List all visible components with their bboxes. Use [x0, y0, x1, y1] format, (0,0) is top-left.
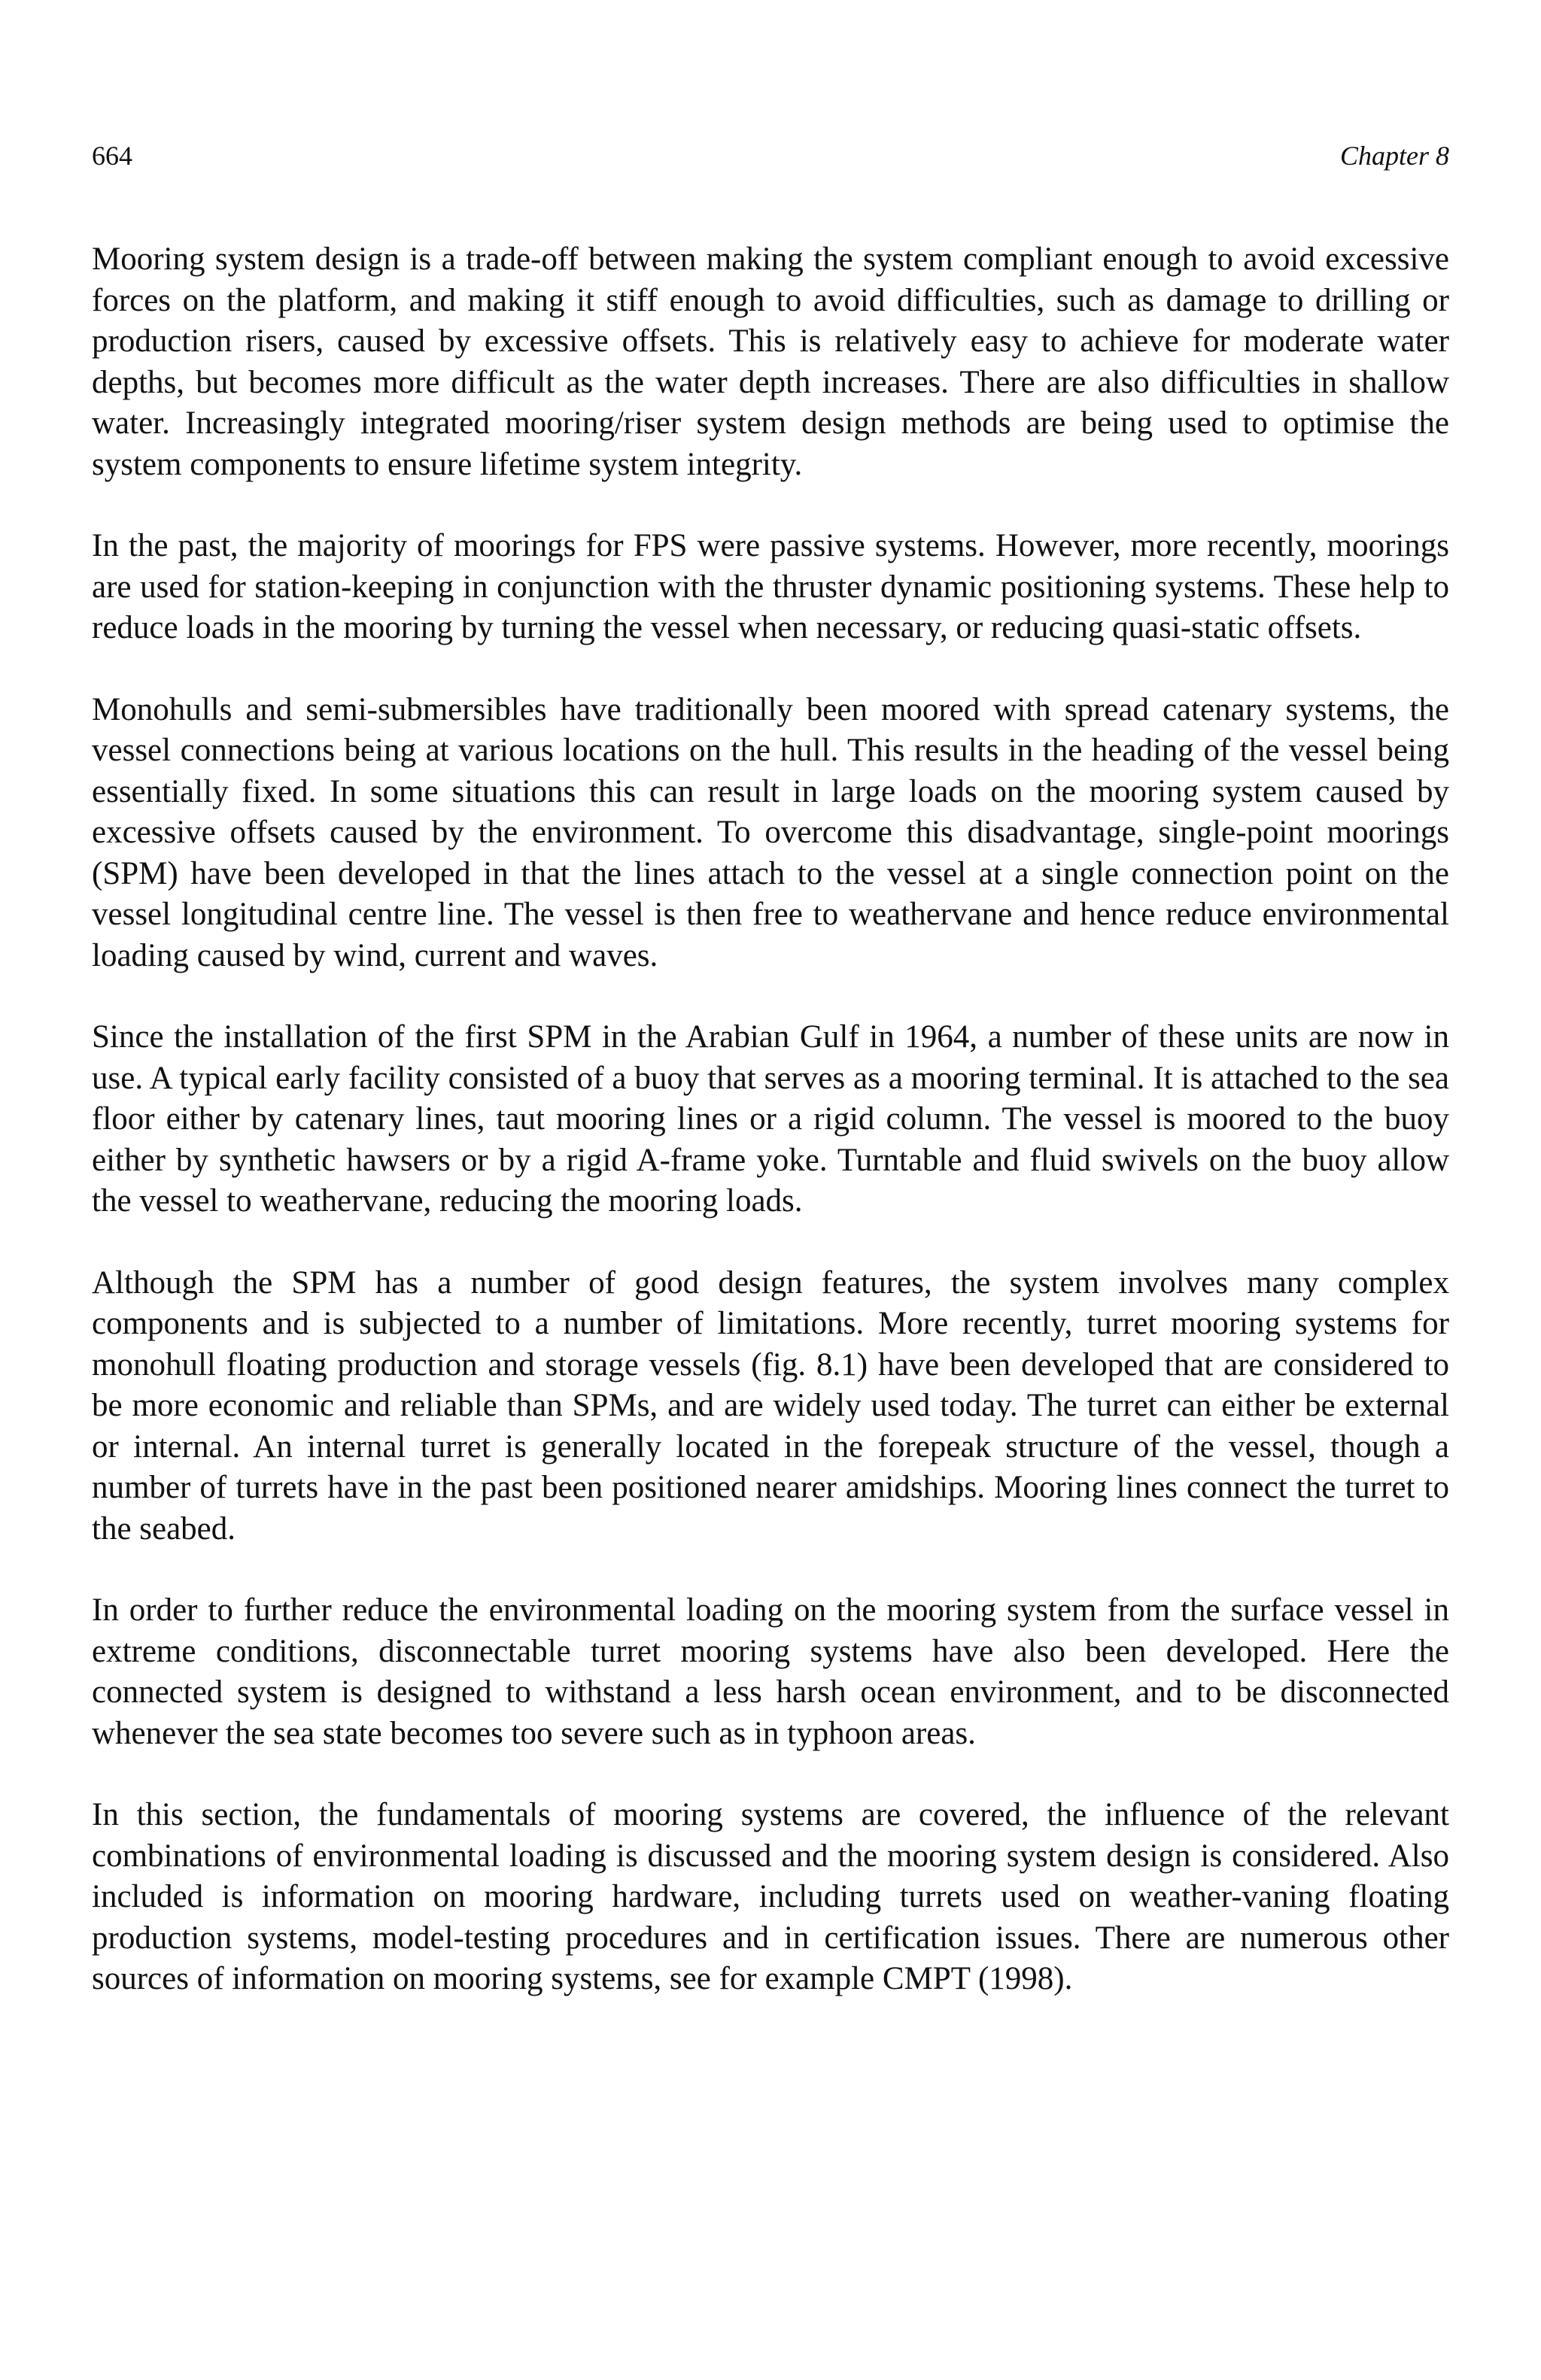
paragraph-spread-catenary-spm: Monohulls and semi-submersibles have traditionally been moored with spread catenary systems, the vessel connections being at various locations on the hull. This results in the heading of the vessel being essentially fixed. In some situations this can result in large loads on the mooring system caused by excessive offsets caused by the environment. To overcome this disadvantage, single-point moorings (SPM) have been developed in that the lines attach to the vessel at a single connection point on the vessel longitudinal centre line. The vessel is then free to weathervane and hence reduce environmental loading caused by wind, current and waves. [92, 691, 1449, 973]
page-number: 664 [92, 141, 132, 171]
paragraph-disconnectable-turret: In order to further reduce the environmental loading on the mooring system from the surface vessel in extreme conditions, disconnectable turret mooring systems have also been developed. Here the connected system is designed to withstand a less harsh ocean environment, and to be disconnected whenever the sea state becomes too severe such as in typhoon areas. [92, 1592, 1449, 1751]
paragraph-mooring-design-tradeoff: Mooring system design is a trade-off between making the system compliant enough to avoid excessive forces on the platform, and making it stiff enough to avoid difficulties, such as damage to drilling or production risers, caused by excessive offsets. This is relatively easy to achieve for moderate water depths, but becomes more difficult as the water depth increases. There are also difficulties in shallow water. Increasingly integrated mooring/riser system design methods are being used to optimise the system components to ensure lifetime system integrity. [92, 241, 1449, 482]
body-text [92, 239, 1449, 2000]
paragraph-spm-history: Since the installation of the first SPM in the Arabian Gulf in 1964, a number of these units are now in use. A typical early facility consisted of a buoy that serves as a mooring terminal. It is attached to the sea floor either by catenary lines, taut mooring lines or a rigid column. The vessel is moored to the buoy either by synthetic hawsers or by a rigid A-frame yoke. Turntable and fluid swivels on the buoy allow the vessel to weathervane, reducing the mooring loads. [92, 1019, 1449, 1219]
paragraph-section-overview: In this section, the fundamentals of mooring systems are covered, the influence of the relevant combinations of environmental loading is discussed and the mooring system design is considered. Also included is information on mooring hardware, including turrets used on weather-vaning floating production systems, model-testing procedures and in certification issues. There are numerous other sources of information on mooring systems, see for example CMPT (1998). [92, 1797, 1449, 1996]
paragraph-turret-mooring: Although the SPM has a number of good design features, the system involves many complex components and is subjected to a number of limitations. More recently, turret mooring systems for monohull floating production and storage vessels (fig. 8.1) have been developed that are considered to be more economic and reliable than SPMs, and are widely used today. The turret can either be external or internal. An internal turret is generally located in the forepeak structure of the vessel, though a number of turrets have in the past been positioned nearer amidships. Mooring lines connect the turret to the seabed. [92, 1264, 1449, 1547]
paragraph-passive-systems: In the past, the majority of moorings for FPS were passive systems. However, more recently, moorings are used for station-keeping in conjunction with the thruster dynamic positioning systems. These help to reduce loads in the mooring by turning the vessel when necessary, or reducing quasi-static offsets. [92, 528, 1449, 645]
chapter-label: Chapter 8 [1339, 141, 1449, 171]
running-head [92, 137, 1449, 175]
